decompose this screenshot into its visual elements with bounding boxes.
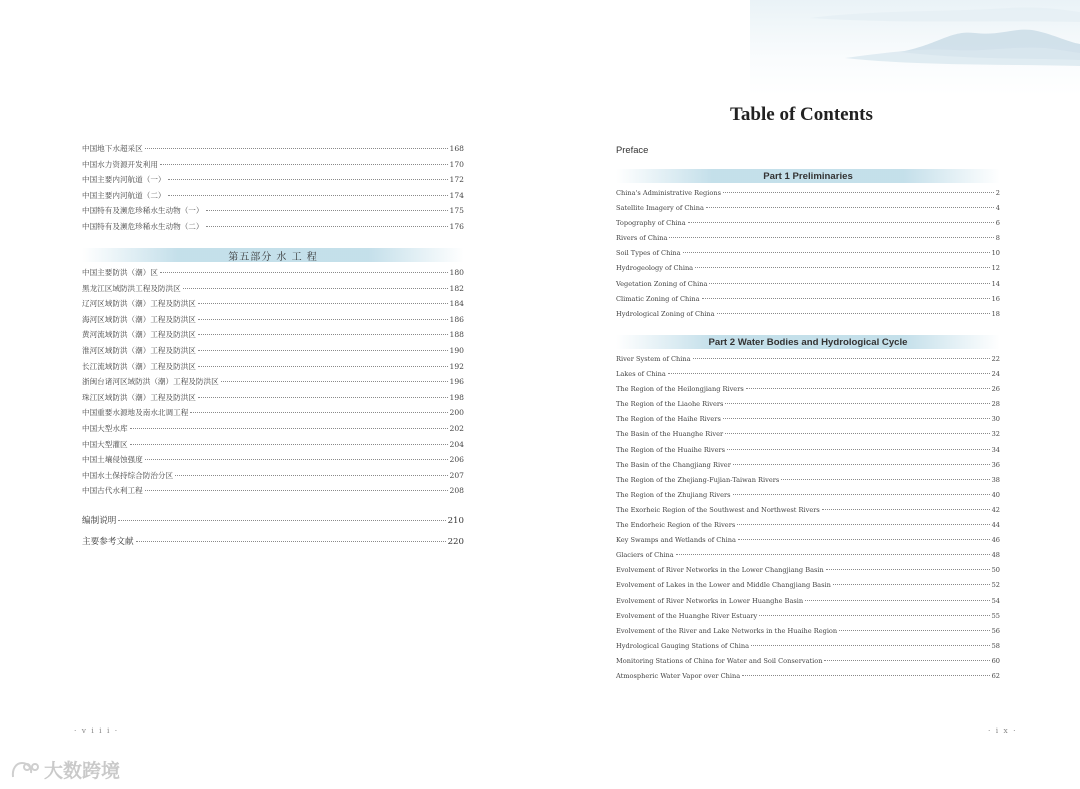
toc-entry[interactable] — [616, 189, 1000, 204]
toc-entry-page: 54 — [991, 596, 1000, 605]
page-title: Table of Contents — [730, 104, 873, 125]
toc-entry[interactable] — [616, 521, 1000, 536]
toc-entry-page: 24 — [991, 370, 1000, 379]
toc-entry[interactable] — [82, 485, 464, 501]
toc-entry-title: The Region of the Huaihe Rivers — [616, 445, 726, 454]
toc-entry-page: 176 — [449, 221, 464, 231]
toc-entry[interactable] — [616, 491, 1000, 506]
toc-entry-page: 188 — [449, 330, 464, 340]
dot-leader — [702, 297, 990, 299]
toc-entry[interactable] — [82, 376, 464, 392]
toc-entry[interactable] — [82, 190, 464, 206]
toc-entry[interactable] — [616, 476, 1000, 491]
toc-entry-title: 中国主要内河航道（二） — [82, 190, 166, 200]
toc-entry-title: 中国土壤侵蚀强度 — [82, 455, 143, 465]
toc-entry[interactable] — [82, 392, 464, 408]
toc-entry[interactable] — [616, 536, 1000, 551]
dot-leader — [695, 266, 989, 268]
toc-entry-page: 28 — [991, 400, 1000, 409]
dot-leader — [723, 191, 994, 193]
toc-entry[interactable] — [616, 461, 1000, 476]
dot-leader — [751, 644, 990, 646]
toc-entry[interactable] — [82, 205, 464, 221]
dot-leader — [198, 396, 448, 398]
dot-leader — [733, 493, 990, 495]
toc-entry-page: 180 — [449, 268, 464, 277]
toc-entry-page: 62 — [991, 671, 1000, 680]
toc-entry-page: 48 — [991, 551, 1000, 560]
toc-entry[interactable] — [616, 264, 1000, 279]
toc-entry-page: 2 — [995, 189, 1000, 197]
dot-leader — [130, 427, 448, 429]
dot-leader — [669, 236, 993, 238]
toc-entry-title: Evolvement of the Huanghe River Estuary — [616, 611, 758, 620]
toc-entry[interactable] — [82, 329, 464, 345]
mountain-mist-decoration — [750, 0, 1080, 95]
toc-entry-page: 58 — [991, 641, 1000, 650]
toc-entry-page: 55 — [991, 611, 1000, 620]
dot-leader — [206, 225, 448, 227]
dot-leader — [822, 508, 990, 510]
right-page — [540, 0, 1080, 789]
dot-leader — [833, 583, 990, 585]
toc-entry-title: 珠江区域防洪（潮）工程及防洪区 — [82, 392, 196, 402]
watermark-text: 大数跨境 — [44, 760, 121, 782]
toc-entry-title: Glaciers of China — [616, 551, 674, 560]
toc-entry-page: 182 — [449, 283, 464, 293]
toc-entry[interactable] — [616, 566, 1000, 581]
page-folio-right: · i x · — [988, 726, 1018, 735]
toc-entry-page: 52 — [991, 581, 1000, 590]
toc-entry-title: Vegetation Zoning of China — [616, 279, 708, 288]
toc-entry[interactable] — [82, 470, 464, 486]
toc-entry[interactable] — [616, 506, 1000, 521]
toc-entry-title: 黄河流域防洪（潮）工程及防洪区 — [82, 330, 196, 340]
toc-entry-title: The Basin of the Huanghe River — [616, 430, 724, 439]
toc-entry-page: 8 — [995, 234, 1000, 243]
dot-leader — [145, 147, 448, 149]
preface-entry: Preface — [616, 144, 649, 155]
toc-entry-page: 208 — [449, 486, 464, 496]
toc-entry-page: 220 — [447, 537, 464, 547]
toc-entry-title: Monitoring Stations of China for Water and Soil Conservation — [616, 656, 823, 665]
toc-entry-title: 海河区域防洪（潮）工程及防洪区 — [82, 314, 196, 324]
dot-leader — [668, 372, 990, 374]
dot-leader — [688, 221, 994, 223]
dot-leader — [738, 538, 990, 540]
dot-leader — [198, 318, 448, 320]
dot-leader — [198, 302, 448, 304]
toc-entry[interactable] — [82, 535, 464, 556]
toc-entry-page: 202 — [449, 423, 464, 433]
toc-entry-title: 中国特有及濒危珍稀水生动物（一） — [82, 206, 204, 216]
toc-entry-page: 190 — [449, 345, 464, 355]
toc-entry[interactable] — [616, 430, 1000, 445]
toc-entry[interactable] — [616, 597, 1000, 612]
toc-entry[interactable] — [82, 283, 464, 299]
toc-entry[interactable] — [616, 415, 1000, 430]
toc-entry[interactable] — [616, 355, 1000, 370]
toc-entry[interactable] — [82, 345, 464, 361]
toc-entry-title: Key Swamps and Wetlands of China — [616, 536, 736, 545]
toc-entry[interactable] — [82, 143, 464, 159]
toc-entry-title: Lakes of China — [616, 370, 666, 379]
dot-leader — [805, 599, 989, 601]
dot-leader — [221, 380, 448, 382]
toc-entry-title: 中国主要内河航道（一） — [82, 175, 166, 185]
toc-entry[interactable] — [616, 219, 1000, 234]
toc-entry[interactable] — [616, 657, 1000, 672]
toc-entry-title: 中国水土保持综合防治分区 — [82, 470, 174, 480]
toc-entry-title: Hydrological Zoning of China — [616, 309, 715, 318]
dot-leader — [183, 287, 448, 289]
toc-entry[interactable] — [82, 298, 464, 314]
dot-leader — [198, 333, 448, 335]
dot-leader — [198, 365, 448, 367]
toc-entry-page: 16 — [991, 294, 1000, 303]
toc-entry-page: 18 — [991, 309, 1000, 318]
toc-entry-page: 196 — [449, 377, 464, 387]
toc-entry-page: 10 — [991, 249, 1000, 258]
dot-leader — [709, 282, 989, 284]
dot-leader — [190, 411, 447, 413]
toc-entry-page: 206 — [449, 455, 464, 465]
toc-entry[interactable] — [82, 221, 464, 237]
dot-leader — [727, 448, 990, 450]
toc-entry-page: 60 — [991, 656, 1000, 665]
toc-entry[interactable] — [616, 249, 1000, 264]
toc-entry-page: 46 — [991, 536, 1000, 545]
toc-entry[interactable] — [616, 581, 1000, 596]
toc-entry-title: 淮河区域防洪（潮）工程及防洪区 — [82, 345, 196, 355]
toc-entry-title: 中国大型水库 — [82, 423, 128, 433]
toc-entry-title: 中国重要水源地及南水北调工程 — [82, 408, 189, 418]
part5-heading: 第五部分 水 工 程 — [82, 248, 464, 262]
dot-leader — [746, 387, 990, 389]
toc-entry[interactable] — [82, 267, 464, 283]
toc-entry-title: 主要参考文献 — [82, 537, 134, 547]
toc-entry-title: The Endorheic Region of the Rivers — [616, 521, 736, 530]
toc-entry-title: Evolvement of Lakes in the Lower and Middle Changjiang Basin — [616, 581, 831, 590]
toc-entry-page: 30 — [991, 415, 1000, 424]
toc-entry-page: 200 — [449, 408, 464, 418]
toc-entry[interactable] — [616, 295, 1000, 310]
toc-entry-title: River System of China — [616, 355, 691, 363]
dot-leader — [826, 568, 990, 570]
dot-leader — [717, 312, 990, 314]
dot-leader — [145, 458, 448, 460]
toc-entry-page: 56 — [991, 626, 1000, 635]
toc-entry-title: The Region of the Haihe Rivers — [616, 415, 721, 424]
toc-entry[interactable] — [616, 627, 1000, 642]
toc-entry[interactable] — [82, 454, 464, 470]
toc-entry[interactable] — [616, 280, 1000, 295]
toc-entry-page: 174 — [449, 190, 464, 200]
toc-entry-page: 170 — [449, 159, 464, 169]
toc-entry-page: 204 — [449, 439, 464, 449]
toc-entry-page: 184 — [449, 299, 464, 309]
toc-entry-page: 6 — [995, 219, 1000, 228]
toc-entry-page: 210 — [447, 516, 464, 526]
dot-leader — [725, 432, 989, 434]
toc-entry-page: 207 — [449, 470, 464, 480]
toc-entry[interactable] — [616, 446, 1000, 461]
toc-entry-title: Evolvement of River Networks in Lower Huanghe Basin — [616, 596, 804, 605]
mountain-icon — [750, 0, 1080, 95]
dot-leader — [198, 349, 448, 351]
toc-entry-title: Climatic Zoning of China — [616, 294, 700, 303]
toc-entry[interactable] — [82, 423, 464, 439]
right-toc-part1 — [616, 189, 1000, 325]
toc-entry-page: 44 — [991, 521, 1000, 530]
dot-leader — [175, 474, 447, 476]
dot-leader — [206, 209, 448, 211]
toc-entry-title: 中国古代水利工程 — [82, 486, 143, 496]
left-toc-top — [82, 143, 464, 237]
toc-entry-title: The Exorheic Region of the Southwest and Northwest Rivers — [616, 505, 820, 514]
toc-entry-page: 38 — [991, 475, 1000, 484]
toc-entry-title: Rivers of China — [616, 234, 668, 243]
dot-leader — [824, 659, 989, 661]
toc-entry-title: 中国地下水超采区 — [82, 144, 143, 153]
toc-entry-title: 中国主要防洪（潮）区 — [82, 268, 158, 277]
watermark — [10, 756, 120, 783]
dot-leader — [733, 463, 990, 465]
toc-entry[interactable] — [616, 310, 1000, 325]
toc-entry[interactable] — [616, 642, 1000, 657]
toc-entry-title: Evolvement of the River and Lake Networks in the Huaihe Region — [616, 626, 838, 635]
toc-entry-page: 12 — [991, 264, 1000, 273]
left-toc-end — [82, 514, 464, 556]
toc-entry-title: Topography of China — [616, 219, 686, 228]
dot-leader — [693, 357, 990, 359]
toc-entry-page: 36 — [991, 460, 1000, 469]
toc-entry-page: 32 — [991, 430, 1000, 439]
toc-entry[interactable] — [616, 672, 1000, 687]
dot-leader — [723, 417, 990, 419]
toc-entry[interactable] — [82, 159, 464, 175]
toc-entry-page: 14 — [991, 279, 1000, 288]
toc-entry[interactable] — [616, 551, 1000, 566]
toc-entry[interactable] — [82, 314, 464, 330]
toc-entry-title: The Basin of the Changjiang River — [616, 460, 731, 469]
toc-entry-title: 辽河区域防洪（潮）工程及防洪区 — [82, 299, 196, 309]
toc-entry-page: 42 — [991, 505, 1000, 514]
toc-entry[interactable] — [616, 234, 1000, 249]
toc-entry-title: China's Administrative Regions — [616, 189, 721, 197]
toc-entry[interactable] — [82, 361, 464, 377]
toc-entry-page: 22 — [991, 355, 1000, 363]
page-folio-left: · v i i i · — [74, 726, 119, 735]
toc-entry[interactable] — [616, 370, 1000, 385]
toc-entry-title: 中国水力资源开发利用 — [82, 159, 158, 169]
toc-entry[interactable] — [616, 612, 1000, 627]
dot-leader — [136, 540, 446, 542]
toc-entry-page: 186 — [449, 314, 464, 324]
part2-heading: Part 2 Water Bodies and Hydrological Cycle — [616, 335, 1000, 349]
toc-entry[interactable] — [82, 174, 464, 190]
toc-entry-page: 50 — [991, 566, 1000, 575]
dot-leader — [160, 271, 448, 273]
toc-entry[interactable] — [82, 514, 464, 535]
toc-entry-page: 40 — [991, 490, 1000, 499]
dot-leader — [725, 402, 989, 404]
dot-leader — [160, 163, 448, 165]
toc-entry-page: 198 — [449, 392, 464, 402]
dot-leader — [742, 674, 989, 676]
dot-leader — [737, 523, 989, 525]
toc-entry-title: 长江流域防洪（潮）工程及防洪区 — [82, 361, 196, 371]
toc-entry-page: 192 — [449, 361, 464, 371]
dot-leader — [781, 478, 989, 480]
dot-leader — [683, 251, 990, 253]
toc-entry-page: 168 — [449, 144, 464, 153]
part1-heading: Part 1 Preliminaries — [616, 169, 1000, 183]
toc-entry-title: 中国特有及濒危珍稀水生动物（二） — [82, 221, 204, 231]
left-toc-part5 — [82, 267, 464, 501]
toc-entry-title: 浙闽台诸河区域防洪（潮）工程及防洪区 — [82, 377, 219, 387]
dot-leader — [839, 629, 989, 631]
dot-leader — [676, 553, 990, 555]
dot-leader — [118, 519, 445, 521]
toc-entry[interactable] — [82, 407, 464, 423]
toc-entry-title: Satellite Imagery of China — [616, 204, 704, 213]
toc-entry-title: The Region of the Zhejiang-Fujian-Taiwan Rivers — [616, 475, 780, 484]
toc-entry-title: The Region of the Heilongjiang Rivers — [616, 385, 744, 394]
toc-entry-page: 4 — [995, 204, 1000, 213]
toc-entry-page: 34 — [991, 445, 1000, 454]
toc-entry-title: The Region of the Zhujiang Rivers — [616, 490, 731, 499]
dot-leader — [759, 614, 989, 616]
toc-entry[interactable] — [82, 439, 464, 455]
toc-entry-title: 中国大型灌区 — [82, 439, 128, 449]
dot-leader — [130, 443, 448, 445]
toc-entry-page: 172 — [449, 175, 464, 185]
dot-leader — [168, 178, 448, 180]
dot-leader — [706, 206, 994, 208]
toc-entry-title: Evolvement of River Networks in the Lower Changjiang Basin — [616, 566, 824, 575]
dot-leader — [145, 489, 448, 491]
right-toc-part2 — [616, 355, 1000, 687]
toc-entry-title: 编制说明 — [82, 516, 117, 526]
toc-entry[interactable] — [616, 385, 1000, 400]
toc-entry-title: Atmospheric Water Vapor over China — [616, 671, 741, 680]
toc-entry-page: 26 — [991, 385, 1000, 394]
toc-entry[interactable] — [616, 204, 1000, 219]
dot-leader — [168, 194, 448, 196]
toc-entry-page: 175 — [449, 206, 464, 216]
toc-entry-title: Soil Types of China — [616, 249, 681, 258]
toc-entry-title: The Region of the Liaohe Rivers — [616, 400, 724, 409]
toc-entry-title: Hydrogeology of China — [616, 264, 694, 273]
toc-entry-title: 黑龙江区域防洪工程及防洪区 — [82, 283, 181, 293]
toc-entry[interactable] — [616, 400, 1000, 415]
watermark-logo-icon — [10, 759, 40, 781]
toc-entry-title: Hydrological Gauging Stations of China — [616, 641, 750, 650]
